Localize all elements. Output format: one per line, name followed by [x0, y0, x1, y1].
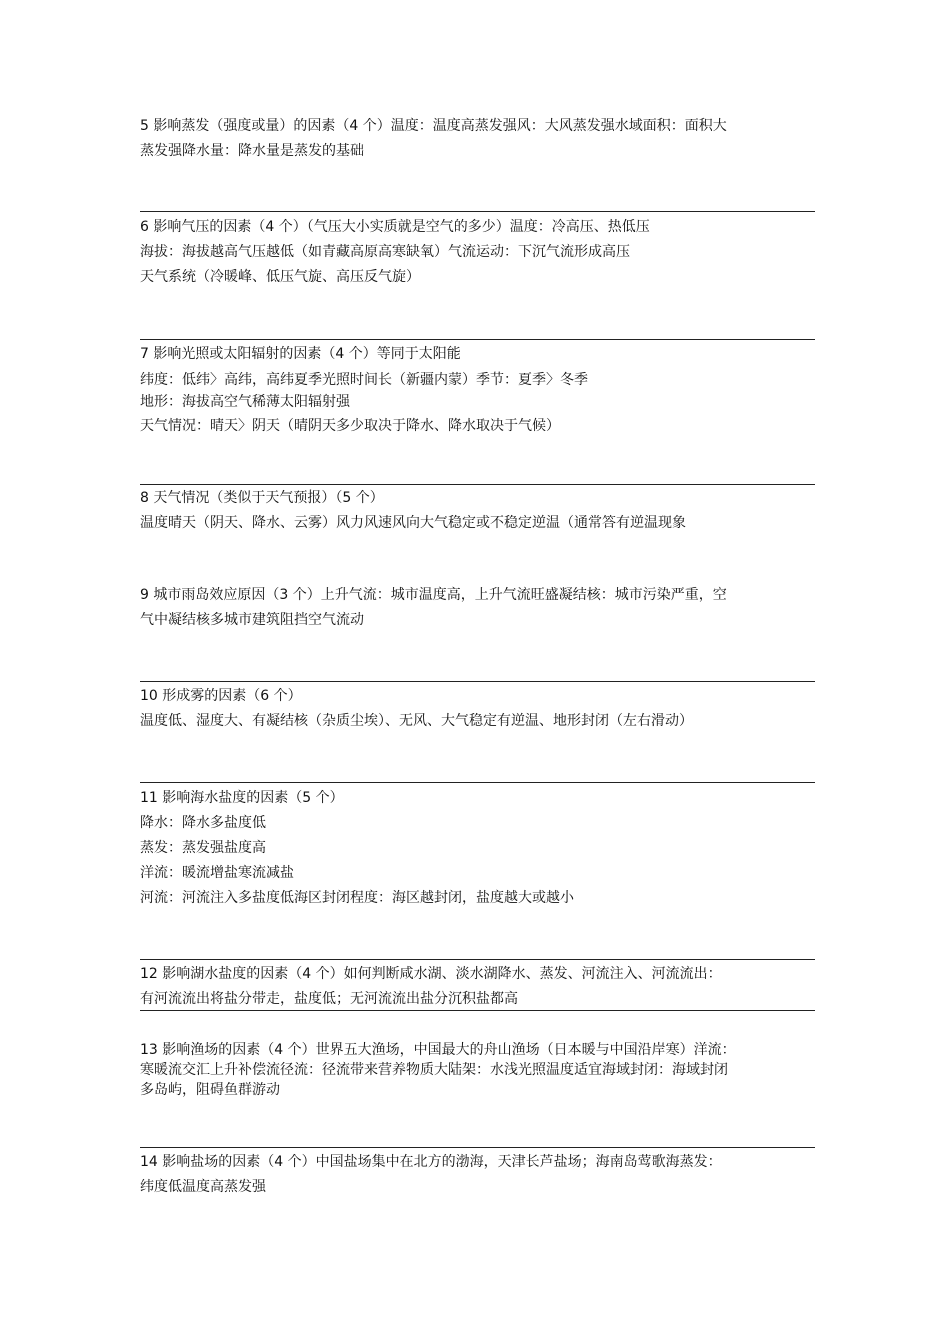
- section-8-divider: [140, 484, 815, 485]
- section-7-line-4: 天气情况：晴天〉阴天（晴阴天多少取决于降水、降水取决于气候）: [140, 418, 560, 434]
- section-12-line-1: 12 影响湖水盐度的因素（4 个）如何判断咸水湖、淡水湖降水、蒸发、河流注入、河流流出：: [140, 966, 722, 982]
- section-14-line-2: 纬度低温度高蒸发强: [140, 1179, 266, 1195]
- section-10-divider: [140, 681, 815, 682]
- section-13-line-3: 多岛屿，阻碍鱼群游动: [140, 1082, 280, 1098]
- section-7-line-1: 7 影响光照或太阳辐射的因素（4 个）等同于太阳能: [140, 346, 461, 362]
- section-11-line-2: 降水：降水多盐度低: [140, 815, 266, 831]
- section-11-line-5: 河流：河流注入多盐度低海区封闭程度：海区越封闭，盐度越大或越小: [140, 890, 574, 906]
- section-13-line-1: 13 影响渔场的因素（4 个）世界五大渔场，中国最大的舟山渔场（日本暖与中国沿岸寒）洋流：: [140, 1042, 736, 1058]
- section-14-divider: [140, 1147, 815, 1148]
- section-11-line-3: 蒸发：蒸发强盐度高: [140, 840, 266, 856]
- section-12-divider-bottom: [140, 1010, 815, 1011]
- section-7-line-2: 纬度：低纬〉高纬，高纬夏季光照时间长（新疆内蒙）季节：夏季〉冬季: [140, 372, 588, 388]
- section-11-line-4: 洋流：暖流增盐寒流减盐: [140, 865, 294, 881]
- section-5-line-1: 5 影响蒸发（强度或量）的因素（4 个）温度：温度高蒸发强风：大风蒸发强水域面积：面积大: [140, 118, 727, 134]
- section-7-line-3: 地形：海拔高空气稀薄太阳辐射强: [140, 394, 350, 410]
- section-6-divider: [140, 211, 815, 212]
- section-10-line-1: 10 形成雾的因素（6 个）: [140, 688, 302, 704]
- section-6-line-3: 天气系统（冷暖峰、低压气旋、高压反气旋）: [140, 269, 420, 285]
- section-9-line-1: 9 城市雨岛效应原因（3 个）上升气流：城市温度高，上升气流旺盛凝结核：城市污染严重，空: [140, 587, 727, 603]
- section-8-line-1: 8 天气情况（类似于天气预报）（5 个）: [140, 490, 384, 506]
- section-11-divider: [140, 782, 815, 783]
- section-7-divider: [140, 339, 815, 340]
- section-12-divider-top: [140, 959, 815, 960]
- section-6-line-1: 6 影响气压的因素（4 个）（气压大小实质就是空气的多少）温度：冷高压、热低压: [140, 219, 650, 235]
- section-5-line-2: 蒸发强降水量：降水量是蒸发的基础: [140, 143, 364, 159]
- section-9-line-2: 气中凝结核多城市建筑阻挡空气流动: [140, 612, 364, 628]
- section-14-line-1: 14 影响盐场的因素（4 个）中国盐场集中在北方的渤海，天津长芦盐场；海南岛莺歌海蒸发：: [140, 1154, 722, 1170]
- section-10-line-2: 温度低、湿度大、有凝结核（杂质尘埃）、无风、大气稳定有逆温、地形封闭（左右滑动）: [140, 713, 693, 729]
- section-6-line-2: 海拔：海拔越高气压越低（如青藏高原高寒缺氧）气流运动：下沉气流形成高压: [140, 244, 630, 260]
- section-13-line-2: 寒暖流交汇上升补偿流径流：径流带来营养物质大陆架：水浅光照温度适宜海域封闭：海域封闭: [140, 1062, 728, 1078]
- section-8-line-2: 温度晴天（阴天、降水、云雾）风力风速风向大气稳定或不稳定逆温（通常答有逆温现象: [140, 515, 686, 531]
- section-11-line-1: 11 影响海水盐度的因素（5 个）: [140, 790, 344, 806]
- section-12-line-2: 有河流流出将盐分带走，盐度低；无河流流出盐分沉积盐都高: [140, 991, 518, 1007]
